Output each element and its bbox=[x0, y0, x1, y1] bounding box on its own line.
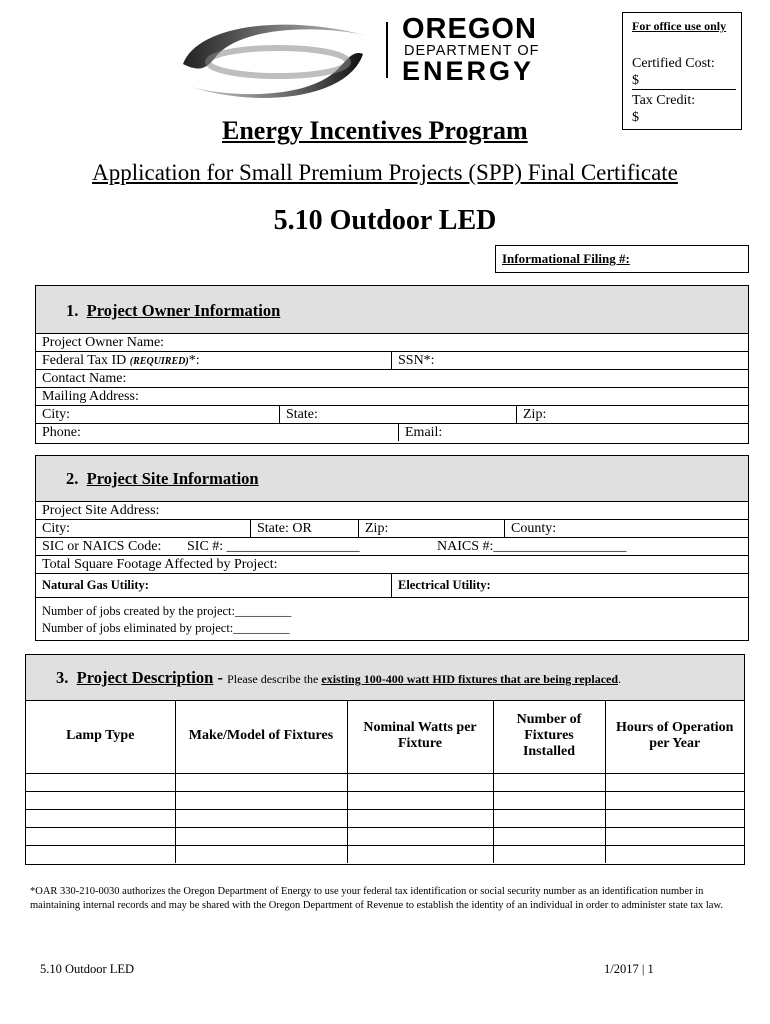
owner-city-label: City: bbox=[42, 407, 71, 422]
table-cell[interactable] bbox=[493, 791, 605, 809]
tax-id-required: (REQUIRED) bbox=[129, 356, 189, 367]
section-3-header bbox=[26, 655, 744, 701]
tax-id-suffix: *: bbox=[188, 353, 200, 368]
logo-divider bbox=[386, 22, 388, 78]
table-cell[interactable] bbox=[605, 773, 744, 791]
table-row bbox=[26, 827, 744, 845]
owner-city-field[interactable] bbox=[36, 406, 70, 423]
application-subtitle bbox=[0, 160, 770, 186]
sic-naics-label: SIC or NAICS Code: bbox=[42, 539, 162, 554]
table-cell[interactable] bbox=[175, 773, 347, 791]
naics-field[interactable]: NAICS #:___________________ bbox=[437, 539, 627, 554]
certified-cost-line bbox=[632, 89, 736, 90]
gas-utility-field[interactable] bbox=[36, 574, 149, 597]
table-cell[interactable] bbox=[175, 845, 347, 863]
utility-row bbox=[36, 574, 748, 598]
electric-utility-field[interactable] bbox=[391, 574, 491, 597]
electric-utility-label: Electrical Utility: bbox=[398, 578, 491, 592]
col-lamp-type: Lamp Type bbox=[26, 700, 175, 773]
table-cell[interactable] bbox=[26, 827, 175, 845]
measure-title: 5.10 Outdoor LED bbox=[273, 205, 497, 236]
table-cell[interactable] bbox=[493, 773, 605, 791]
site-county-label: County: bbox=[511, 521, 557, 536]
section-1-title-text: Project Owner Information bbox=[86, 301, 281, 320]
owner-zip-label: Zip: bbox=[523, 407, 547, 422]
email-label: Email: bbox=[405, 425, 443, 440]
square-footage-label: Total Square Footage Affected by Project: bbox=[42, 557, 278, 572]
table-cell[interactable] bbox=[26, 809, 175, 827]
section-3-instruction-emphasis: existing 100-400 watt HID fixtures that are being replaced bbox=[321, 672, 619, 686]
table-cell[interactable] bbox=[493, 845, 605, 863]
table-cell[interactable] bbox=[26, 773, 175, 791]
square-footage-row[interactable] bbox=[36, 556, 748, 574]
logo-oregon: OREGON bbox=[402, 13, 537, 45]
footer-page-number: 1/2017 | 1 bbox=[604, 962, 654, 976]
gas-utility-label: Natural Gas Utility: bbox=[42, 578, 149, 592]
site-city-field[interactable] bbox=[36, 520, 70, 537]
jobs-block bbox=[42, 603, 291, 637]
tax-id-footnote: *OAR 330-210-0030 authorizes the Oregon Department of Energy to use your federal tax identification or social security number as an identification number in maintaining internal records and may be shared with the Oregon Department of Revenue to establish the identity of an individual in order to administer state tax law. bbox=[30, 886, 723, 911]
application-subtitle-text: Application for Small Premium Projects (SPP) Final Certificate bbox=[92, 160, 678, 185]
table-cell[interactable] bbox=[175, 809, 347, 827]
section-2-title bbox=[66, 469, 259, 489]
section-3-number: 3. bbox=[56, 668, 69, 687]
section-project-description bbox=[25, 654, 745, 865]
logo-energy: ENERGY bbox=[402, 56, 535, 86]
certified-cost-label: Certified Cost: bbox=[632, 56, 715, 71]
phone-row bbox=[36, 424, 748, 442]
owner-state-label: State: bbox=[286, 407, 318, 422]
section-3-instruction: Please describe the bbox=[227, 672, 322, 686]
table-cell[interactable] bbox=[493, 809, 605, 827]
office-use-box bbox=[622, 12, 742, 130]
table-cell[interactable] bbox=[605, 845, 744, 863]
site-state-label: State: OR bbox=[257, 521, 312, 536]
table-row bbox=[26, 809, 744, 827]
fixtures-table bbox=[26, 700, 744, 863]
owner-state-field[interactable] bbox=[279, 406, 318, 423]
table-cell[interactable] bbox=[347, 773, 493, 791]
contact-name-label: Contact Name: bbox=[42, 371, 127, 386]
office-use-title: For office use only bbox=[632, 19, 727, 33]
section-project-site bbox=[35, 455, 749, 641]
table-row bbox=[26, 773, 744, 791]
site-zip-field[interactable] bbox=[358, 520, 388, 537]
tax-credit-value[interactable]: $ bbox=[632, 110, 639, 125]
table-cell[interactable] bbox=[347, 791, 493, 809]
table-cell[interactable] bbox=[605, 809, 744, 827]
site-zip-label: Zip: bbox=[365, 521, 389, 536]
section-2-title-text: Project Site Information bbox=[86, 469, 259, 488]
mailing-address-label: Mailing Address: bbox=[42, 389, 139, 404]
table-cell[interactable] bbox=[347, 809, 493, 827]
tax-id-row bbox=[36, 352, 748, 370]
tax-id-label: Federal Tax ID bbox=[42, 353, 127, 368]
section-1-number: 1. bbox=[66, 301, 79, 320]
tax-id-field[interactable] bbox=[36, 352, 200, 369]
table-cell[interactable] bbox=[175, 791, 347, 809]
col-nominal-watts: Nominal Watts per Fixture bbox=[347, 700, 493, 773]
site-address-label: Project Site Address: bbox=[42, 503, 160, 518]
section-1-title bbox=[66, 301, 280, 321]
table-cell[interactable] bbox=[605, 791, 744, 809]
table-cell[interactable] bbox=[26, 791, 175, 809]
contact-name-row[interactable] bbox=[36, 370, 748, 388]
footer-form-name: 5.10 Outdoor LED bbox=[40, 962, 135, 976]
jobs-created-field[interactable]: Number of jobs created by the project:_________ bbox=[42, 604, 292, 618]
sic-field[interactable]: SIC #: ___________________ bbox=[187, 539, 360, 554]
col-make-model: Make/Model of Fixtures bbox=[175, 700, 347, 773]
phone-label: Phone: bbox=[42, 425, 81, 440]
section-3-title bbox=[56, 668, 621, 688]
owner-city-row bbox=[36, 406, 748, 424]
section-2-header bbox=[36, 456, 748, 502]
sic-naics-row bbox=[36, 538, 748, 556]
section-3-instruction-end: . bbox=[618, 672, 622, 686]
section-3-title-text: Project Description bbox=[76, 668, 214, 687]
jobs-eliminated-field[interactable]: Number of jobs eliminated by project:_________ bbox=[42, 621, 290, 635]
table-cell[interactable] bbox=[26, 845, 175, 863]
site-county-field[interactable] bbox=[504, 520, 556, 537]
odoe-swirl-logo bbox=[178, 14, 373, 109]
table-row bbox=[26, 845, 744, 863]
col-hours-operation: Hours of Operation per Year bbox=[605, 700, 744, 773]
mailing-address-row[interactable] bbox=[36, 388, 748, 406]
table-cell[interactable] bbox=[347, 827, 493, 845]
phone-field[interactable] bbox=[36, 424, 81, 441]
owner-zip-field[interactable] bbox=[516, 406, 546, 423]
col-fixtures-installed: Number of Fixtures Installed bbox=[493, 700, 605, 773]
table-cell[interactable] bbox=[605, 827, 744, 845]
fixtures-header-row bbox=[26, 700, 744, 773]
ssn-field[interactable] bbox=[391, 352, 435, 369]
site-city-row bbox=[36, 520, 748, 538]
section-3-dash: - bbox=[213, 668, 228, 687]
section-2-number: 2. bbox=[66, 469, 79, 488]
tax-credit-label: Tax Credit: bbox=[632, 93, 696, 108]
table-cell[interactable] bbox=[493, 827, 605, 845]
site-address-row[interactable] bbox=[36, 502, 748, 520]
site-state-field[interactable] bbox=[250, 520, 312, 537]
informational-filing-label: Informational Filing #: bbox=[502, 251, 630, 266]
section-1-header bbox=[36, 286, 748, 334]
table-cell[interactable] bbox=[175, 827, 347, 845]
program-title: Energy Incentives Program bbox=[222, 116, 528, 145]
owner-name-label: Project Owner Name: bbox=[42, 335, 165, 350]
owner-name-row[interactable] bbox=[36, 334, 748, 352]
ssn-label: SSN*: bbox=[398, 353, 435, 368]
email-field[interactable] bbox=[398, 424, 442, 441]
informational-filing-field[interactable] bbox=[495, 245, 749, 273]
logo-department: DEPARTMENT OF bbox=[404, 43, 540, 59]
certified-cost-value[interactable]: $ bbox=[632, 73, 639, 88]
table-row bbox=[26, 791, 744, 809]
table-cell[interactable] bbox=[347, 845, 493, 863]
section-project-owner bbox=[35, 285, 749, 444]
site-city-label: City: bbox=[42, 521, 71, 536]
